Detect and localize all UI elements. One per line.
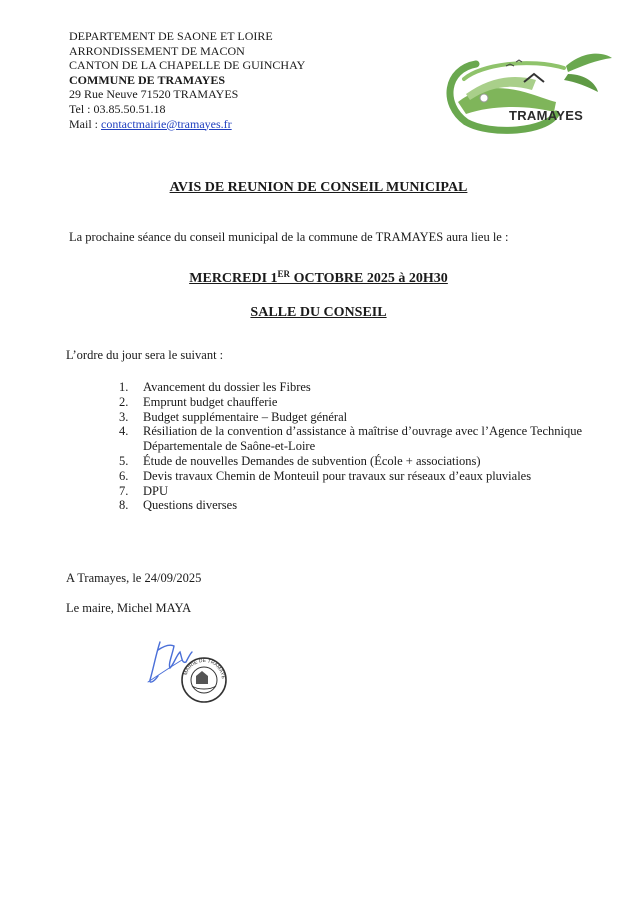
mail-label: Mail : (69, 116, 101, 131)
agenda-text: Questions diverses (143, 498, 238, 513)
date-weekday-day: MERCREDI 1 (189, 271, 278, 286)
agenda-number: 2. (119, 394, 129, 409)
agenda-item (119, 498, 619, 513)
agenda-list (119, 380, 619, 513)
date-ordinal: ER (277, 269, 291, 279)
page-title (0, 178, 637, 196)
signature-and-seal (146, 636, 242, 708)
agenda-text: Emprunt budget chaufferie (143, 394, 278, 409)
logo-text: TRAMAYES (509, 108, 584, 123)
room-text: SALLE DU CONSEIL (250, 305, 387, 320)
agenda-item (119, 395, 619, 410)
date-month-time: OCTOBRE 2025 à 20H30 (290, 271, 448, 286)
agenda-text: Résiliation de la convention d’assistance à maîtrise d’ouvrage avec l’Agence Technique Départementale de Saône-et-Loire (143, 424, 583, 454)
mairie-seal (146, 636, 226, 702)
agenda-item (119, 380, 619, 395)
agenda-item (119, 484, 619, 499)
arrondissement-line: ARRONDISSEMENT DE MACON (69, 43, 245, 58)
canton-line: CANTON DE LA CHAPELLE DE GUINCHAY (69, 58, 306, 73)
title-text: AVIS DE REUNION DE CONSEIL MUNICIPAL (169, 180, 468, 195)
agenda-number: 5. (119, 453, 129, 468)
agenda-number: 7. (119, 483, 129, 498)
agenda-number: 3. (119, 409, 129, 424)
agenda-text: Budget supplémentaire – Budget général (143, 409, 348, 424)
agenda-number: 6. (119, 468, 129, 483)
agenda-item (119, 424, 619, 454)
agenda-text: Étude de nouvelles Demandes de subvention (École + associations) (143, 453, 481, 468)
signature-graphic (146, 636, 242, 708)
date-text (189, 271, 447, 286)
agenda-item (119, 454, 619, 469)
phone-line: Tel : 03.85.50.51.18 (69, 101, 166, 116)
agenda-text: DPU (143, 483, 169, 498)
address-line: 29 Rue Neuve 71520 TRAMAYES (69, 87, 239, 102)
mayor-signature-line: Le maire, Michel MAYA (66, 601, 192, 615)
commune-line: COMMUNE DE TRAMAYES (69, 72, 226, 87)
mail-link[interactable]: contactmairie@tramayes.fr (101, 116, 232, 131)
agenda-number: 4. (119, 424, 129, 439)
agenda-text: Avancement du dossier les Fibres (143, 380, 311, 394)
mail-line (69, 117, 305, 132)
intro-text: La prochaine séance du conseil municipal de la commune de TRAMAYES aura lieu le : (69, 230, 509, 244)
agenda-text: Devis travaux Chemin de Monteuil pour travaux sur réseaux d’eaux pluviales (143, 468, 532, 483)
seal-text: MAIRIE DE TRAMAYE (182, 657, 227, 680)
tramayes-logo (436, 44, 616, 134)
meeting-room (0, 303, 637, 321)
letterhead (69, 29, 305, 131)
meeting-date (0, 269, 637, 287)
agenda-item (119, 469, 619, 484)
agenda-item (119, 410, 619, 425)
department-line: DEPARTEMENT DE SAONE ET LOIRE (69, 29, 273, 43)
agenda-number: 1. (119, 380, 129, 394)
agenda-number: 8. (119, 498, 129, 513)
place-date: A Tramayes, le 24/09/2025 (66, 571, 202, 585)
agenda-intro: L’ordre du jour sera le suivant : (66, 348, 224, 362)
